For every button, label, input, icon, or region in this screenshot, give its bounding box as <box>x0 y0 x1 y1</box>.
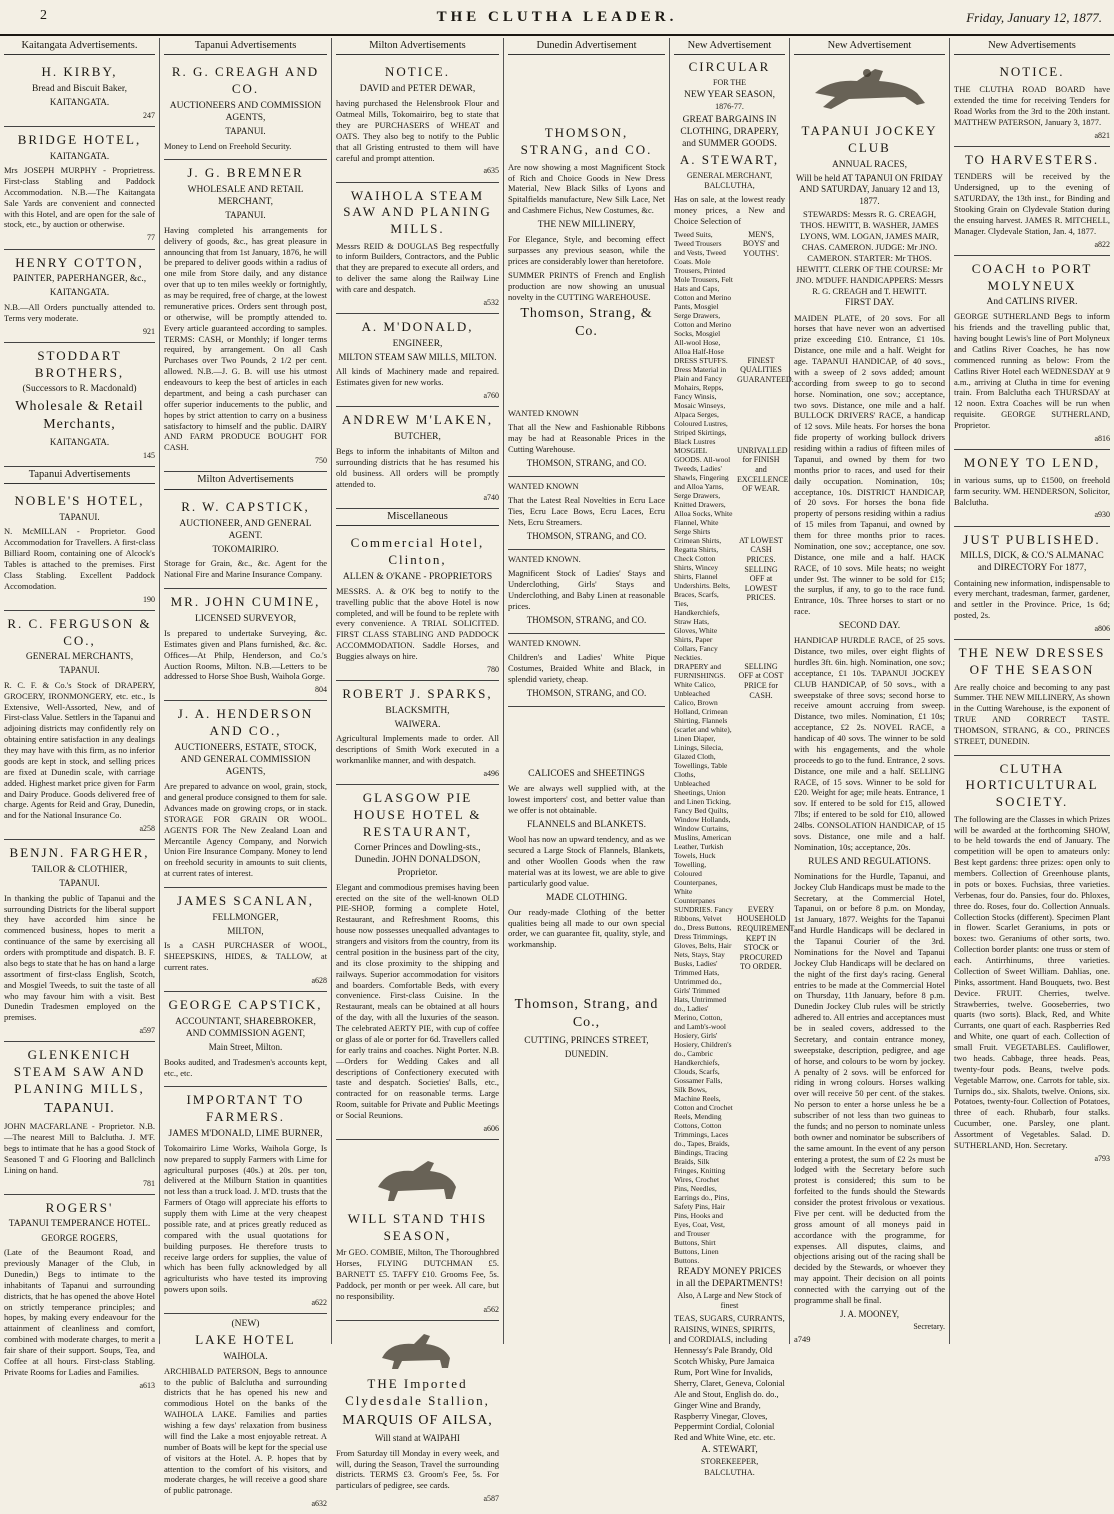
ad-dewar <box>336 59 499 182</box>
ad-subtitle: BUTCHER, <box>394 432 441 443</box>
second-day-races: HANDICAP HURDLE RACE, of 25 sovs. Distance, two miles, over eight flights of hurdles 3ft. 6in. high. Nomination, one sov.; acceptance, £1 10s. TAPANUI JOCKEY CLUB HANDICAP, of 50 sovs., with a sweepstake of three sovs; second horse to receive amount accruing from sweep. Distance, two miles. Nomination, £1 10s; acceptance, £2 2s. NOVEL RACE, a handicap of 40 sovs. The winner to be sold with his engagements, and the whole proceeds to go to the fund. Entrance, 2 sovs. Distance, one mile and a half. SELLING RACE, of 15 sovs. Winner to be sold for £20. Weight for age; mile heats. Entrance, 1 sov. If entered to be sold for £15, allowed 7lbs; if entered to be sold for £10, allowed 24lbs. CONSOLATION HANDICAP, of 15 sovs. Distance, one mile and a half. Nomination, 10s; acceptance, 20s. <box>794 635 945 852</box>
storekeeper-place: BALCLUTHA. <box>704 1467 755 1477</box>
ad-place: MILTON STEAM SAW MILLS, MILTON. <box>338 351 497 362</box>
goods-list: DRESS STUFFS. Dress Material in Plain and Fancy Mohairs, Repps, Fancy Winsis, Mosaic Winseys, Alpaca Serges, Coloured Lustres, Striped Skirtings, Black Lustres <box>674 355 728 446</box>
ad-title: BENJN. FARGHER, <box>9 845 150 861</box>
ad-title: WAIHOLA STEAM SAW AND PLANING MILLS. <box>343 187 492 236</box>
ad-coach <box>954 256 1110 450</box>
ad-subtitle: ALLEN & O'KANE - PROPRIETORS <box>342 571 493 582</box>
ad-place: KAITANGATA. <box>49 287 110 298</box>
ad-code: a622 <box>311 1298 327 1308</box>
goods-section-4 <box>674 536 785 662</box>
made-clothing-text: Our ready-made Clothing of the better qualities being all made to our own special order, we can guarantee fit, quality, style, and workmanship. <box>508 906 665 950</box>
ad-code: a628 <box>311 976 327 985</box>
wanted-sign: THOMSON, STRANG, and CO. <box>526 530 647 541</box>
wanted-sign: THOMSON, STRANG, and CO. <box>526 687 647 698</box>
ad-title: ANDREW M'LAKEN, <box>341 412 494 428</box>
ad-henderson <box>164 701 327 888</box>
ad-body: Having completed his arrangements for delivery of goods, &c., has great pleasure in announcing that from 1st January, 1876, he will be prepared to deliver goods within a radius of one mile from Store daily, and any distance over that up to ten miles weekly or fortnightly, as may be required, free of charge, at the lowest remunerative prices. Orders sent through post, or otherwise, will be promptly attended to. Every article guaranteed according to samples. TERMS: CASH, or Monthly; if longer terms required, by arrangement. On all Cash Purchases over Two Pounds, 2 1/2 per cent. allowed. N.B.—J. G. B. will use his utmost endeavours to keep the best of articles in each department, and being a cash purchaser can offer superior inducements to the public, and hopes by strict attention to carry on a business satisfactory to himself and the public. DAIRY AND FARM PRODUCE BOUGHT FOR CASH. <box>164 224 327 453</box>
masthead <box>0 0 1114 36</box>
goods-note: MEN'S, BOYS' and YOUTHS'. <box>742 229 780 259</box>
ad-place: TAPANUI. <box>225 210 266 221</box>
ad-title: ROGERS' <box>45 1199 114 1215</box>
horse-icon <box>358 1147 478 1207</box>
ad-code: a258 <box>139 824 155 834</box>
ad-code: a760 <box>483 391 499 401</box>
goods-section-6 <box>674 904 795 1265</box>
ad-body: Is a CASH PURCHASER of WOOL, SHEEPSKINS, HIDES, & TALLOW, at current rates. <box>164 940 327 973</box>
ad-subtitle: (NEW) <box>231 1319 260 1330</box>
ad-subtitle: (Successors to R. Macdonald) <box>22 384 137 395</box>
ad-body: Are really choice and becoming to any past Summer. THE NEW MILLINERY, As shown in the Cutting Warehouse, is the exponent of TRUE AND CORRECT TASTE. THOMSON, STRANG, & CO., PRINCES STREET, DUNEDIN. <box>954 681 1110 746</box>
ad-body: Are prepared to advance on wool, grain, stock, and general produce consigned to them for sale. Advances made on growing crops, or in stack. STORAGE FOR GRAIN OR WOOL. AGENTS FOR The New Zealand Loan and Mercantile Agency Company, and Norwich Union Fire Insurance Company. Money to lend on freehold security in amounts to suit clients, at current rates of interest. <box>164 781 327 879</box>
wanted-known-3 <box>508 550 665 634</box>
column-header: Kaitangata Advertisements. <box>4 38 155 55</box>
ad-code: 781 <box>143 1178 155 1188</box>
ad-stoddart <box>4 343 155 467</box>
ad-place: TAPANUI. <box>59 878 100 889</box>
ad-commercial-hotel <box>336 530 499 681</box>
merchant-name: A. STEWART, <box>679 152 780 168</box>
secretary-role: Secretary. <box>913 1322 945 1332</box>
rules-heading: RULES AND REGULATIONS. <box>808 856 931 867</box>
ad-title: NOTICE. <box>385 64 450 80</box>
ad-code: a806 <box>1094 624 1110 634</box>
ad-title: WILL STAND THIS SEASON, <box>347 1211 488 1243</box>
ad-title: JAMES SCANLAN, <box>176 893 315 909</box>
ad-subtitle: And CATLINS RIVER. <box>986 297 1078 308</box>
ad-body: Tokomairiro Lime Works, Waihola Gorge, Is now prepared to supply Farmers with Lime for agricultural purposes (40s.) at 20s. per ton, delivered at the Milburn Station in quantities not less than a truck load. J. M'D. trusts that the Farmers of Otago will appreciate his efforts to supply them with Lime at the very cheapest possible rate, and at prices greatly reduced as compared with the usual quotations for building purposes. He therefore trusts to receive large orders for supplies, the value of which has been fully acknowledged by all agriculturists who have tested its improving powers upon soils. <box>164 1142 327 1295</box>
storekeeper-role: STOREKEEPER, <box>700 1457 759 1467</box>
ad-body: N.B.—All Orders punctually attended to. Terms very moderate. <box>4 301 155 323</box>
ad-code: 145 <box>143 450 155 460</box>
column-header: New Advertisement <box>674 38 785 55</box>
ad-nobles-hotel <box>4 488 155 611</box>
ad-code: 247 <box>143 110 155 120</box>
made-clothing-heading: MADE CLOTHING. <box>545 892 628 903</box>
column-header: Dunedin Advertisement <box>508 38 665 55</box>
section-header: Tapanui Advertisements <box>4 467 155 484</box>
ad-code: a635 <box>483 166 499 176</box>
ad-title: THOMSON, STRANG, and CO. <box>520 125 653 158</box>
section-header: Milton Advertisements <box>164 472 327 489</box>
ad-title: THE NEW DRESSES OF THE SEASON <box>958 645 1106 677</box>
second-day-heading: SECOND DAY. <box>838 621 901 632</box>
column-milton-misc <box>332 38 504 1504</box>
ad-body: (Late of the Beaumont Road, and previously Manager of the Club, in Dunedin,) Begs to intimate to the inhabitants of Tapanui and surrounding districts, that he has opened the above Hotel on strictly temperance principles; and hopes, by making every endeavour for the attainment of cleanliness and comfort, combined with moderate charges, to merit a fair share of their support. Soups, Tea, and Coffee at all hours. First-class Stabling. Private Rooms for Ladies and Families. <box>4 1247 155 1377</box>
goods-list: SUNDRIES. Fancy Ribbons, Velvet do., Dress Buttons, Dress Trimmings, Gloves, Belts, Hair Nets, Stays, Stay Busks, Ladies' Trimmed Hats, Untrimmed do., Girls' Trimmed Hats, Untrimmed do., Ladies' Merino, Cotton, and Lamb's-wool Hosiery, Girls' Hosiery, Children's do., Cambric Handkerchiefs, Clouds, Scarfs, Gossamer Falls, Silk Bows, Machine Reels, Cotton and Crochet Reels, Mending Cottons, Cotton Trimmings, Laces do., Tapes, Braids, Bindings, Tracing Braids, Silk Fringes, Knitting Wires, Crochet Pins, Needles, Earrings do., Pins, Safety Pins, Hair Pins, Hooks and Eyes, Coat, Vest, and Trouser Buttons, Shirt Buttons, Linen Buttons. <box>674 904 733 1265</box>
ad-body: THE CLUTHA ROAD BOARD have extended the time for receiving Tenders for Road Works from the 3rd to the 20th instant. MATTHEW PATERSON, January 3, 1877. <box>954 84 1110 127</box>
ad-body: Mr GEO. COMBIE, Milton, The Thoroughbred Horses, FLYING DUTCHMAN £5. BARNETT £5. TAFFY £10. Grooms Fee, 5s. Paddock, per month or per week. All care, but no responsibility. <box>336 1247 499 1301</box>
ad-title: LAKE HOTEL <box>195 1332 296 1348</box>
ad-subtitle: FELLMONGER, <box>212 912 279 923</box>
wanted-heading: WANTED KNOWN. <box>508 638 581 649</box>
page-number: 2 <box>40 8 47 23</box>
ad-body: Messrs REID & DOUGLAS Beg respectfully to inform Builders, Contractors, and the Public that they are prepared to execute all orders, and to deliver the same along the Railway Line with care and despatch. <box>336 240 499 295</box>
ad-title: IMPORTANT TO FARMERS. <box>186 1092 305 1125</box>
ad-title: THE Imported Clydesdale Stallion, <box>345 1376 490 1408</box>
ad-title: MONEY TO LEND, <box>963 455 1101 471</box>
wanted-body: That all the New and Fashionable Ribbons may be had at Reasonable Prices in the Cutting Warehouse. <box>508 422 665 454</box>
ad-body: Begs to inform the inhabitants of Milton and surrounding districts that he has resumed his old business. All orders will be promptly attended to. <box>336 446 499 489</box>
ad-place: TAPANUI. <box>44 1101 115 1117</box>
ad-subtitle: Corner Princes and Dowling-sts., Dunedin. JOHN DONALDSON, Proprietor. <box>354 843 481 878</box>
ad-title: TO HARVESTERS. <box>964 151 1100 167</box>
ad-horticultural-society <box>954 756 1110 1169</box>
ad-harvesters <box>954 147 1110 256</box>
wanted-body: Children's and Ladies' White Pique Costumes, Braided White and Black, in splendid variety, cheap. <box>508 652 665 684</box>
ready-money: READY MONEY PRICES in all the DEPARTMENTS! <box>676 1266 783 1290</box>
ad-title: JUST PUBLISHED. <box>963 531 1101 547</box>
ad-rogers <box>4 1195 155 1396</box>
ad-title: BRIDGE HOTEL, <box>17 131 142 147</box>
ad-body: From Saturday till Monday in every week, and will, during the Season, Travel the surrounding districts. TERMS £3. Groom's Fee, 5s. For particulars of pedigree, see cards. <box>336 1447 499 1491</box>
ad-code: a587 <box>483 1494 499 1504</box>
ad-almanac <box>954 527 1110 641</box>
also-line: Also, A Large and New Stock of finest <box>677 1291 782 1311</box>
ad-body: In thanking the public of Tapanui and the surrounding Districts for the liberal support they have accorded him since he commenced business, hopes to merit a continuance of the same by exercising all orders with promptitude and dispatch. B. F. also begs to state that he has on hand a large assortment of first-class English, Scotch, and Mosgiel Tweeds, to suit the taste of all who may favour him with a visit. Best Dunedin Tradesmen employed on the premises. <box>4 892 155 1023</box>
ad-code: 780 <box>487 664 499 674</box>
ad-body: Agricultural Implements made to order. All descriptions of Smith Work executed in a workmanlike manner, and with despatch. <box>336 733 499 766</box>
footer-city: DUNEDIN. <box>564 1049 609 1060</box>
prints-text: SUMMER PRINTS of French and English production are now showing an unusual novelty in the CUTTING WAREHOUSE. <box>508 269 665 302</box>
ad-title: MR. JOHN CUMINE, <box>170 594 321 610</box>
ad-body: TENDERS will be received by the Undersigned, up to the evening of SATURDAY, the 13th inst., for Binding and Stooking Grain on Clydevale Station during the ensuing harvest. JAMES R. MITCHELL, Manager. Clydevale Station, Jan. 4, 1877. <box>954 171 1110 236</box>
ad-title: R. C. FERGUSON & CO., <box>7 615 152 648</box>
ad-title: NOBLE'S HOTEL, <box>14 493 145 509</box>
ad-subtitle: AUCTIONEER, AND GENERAL AGENT. <box>179 518 312 541</box>
ad-kirby <box>4 59 155 127</box>
ad-place: WAIWERA. <box>394 718 441 729</box>
goods-list: MOSGIEL GOODS. All-wool Tweeds, Ladies' Shawls, Fingering and Alloa Yarns, Serge Drawers, Knitted Drawers, Alloa Socks, White Flannel, White Serge Shirts <box>674 445 733 536</box>
spacer <box>508 344 665 404</box>
ad-body: having purchased the Helensbrook Flour and Oatmeal Mills, Tokomairiro, beg to state that they are PURCHASERS of WHEAT and OATS. They also beg to notify to the Public that all Gristing entrusted to them will have careful and prompt attention. <box>336 98 499 163</box>
flannels-text: Wool has now an upward tendency, and as we secured a Large Stock of Flannels, Blankets, and other Woollen Goods when the raw material was at its lowest, we are able to give particularly good value. <box>508 834 665 888</box>
ad-body: Books audited, and Tradesmen's accounts kept, etc., etc. <box>164 1056 327 1078</box>
ad-body: MESSRS. A. & O'K beg to notify to the travelling public that the above Hotel is now completed, and will be found to be replete with every convenience. A TRIAL SOLICITED. FIRST CLASS STABLING AND PADDOCK ACCOMMODATION. Saddle Horses, and Buggies always on hire. <box>336 585 499 662</box>
ad-code: a606 <box>483 1123 499 1133</box>
ad-code: 77 <box>147 233 155 243</box>
wanted-sign: THOMSON, STRANG, and CO. <box>526 457 647 468</box>
secretary-name: J. A. MOONEY, <box>839 1308 900 1319</box>
ad-code: a816 <box>1094 433 1110 443</box>
section-header: Miscellaneous <box>336 509 499 526</box>
circular-season: NEW YEAR SEASON, <box>683 90 776 101</box>
ad-fargher <box>4 840 155 1042</box>
ad-subtitle: MARQUIS OF AILSA, <box>342 1413 493 1429</box>
ad-body: GEORGE SUTHERLAND Begs to inform his friends and the travelling public that, having bought Lewis's line of Port Molyneux and Catlins River Coaches, he has now commenced running as below: From the Catlins River Hotel each WEDNESDAY at 9 a.m., arriving at Clutha in time for evening train. From Balclutha each THURSDAY at 12 noon. Extra Coaches will be run when requisite. GEORGE SUTHERLAND, Proprietor. <box>954 311 1110 431</box>
ad-title: COACH to PORT MOLYNEUX <box>971 260 1093 293</box>
held-at: Will be held AT TAPANUI ON FRIDAY AND SATURDAY, January 12 and 13, 1877. <box>796 172 943 206</box>
ad-title: GEORGE CAPSTICK, <box>168 997 323 1013</box>
ad-scanlan <box>164 888 327 992</box>
ad-code: a597 <box>139 1026 155 1036</box>
ad-place: MILTON, <box>227 925 264 936</box>
wanted-known-2 <box>508 477 665 550</box>
goods-note: FINEST QUALITIES GUARANTEED. <box>737 355 794 385</box>
goods-section-2 <box>674 355 794 446</box>
goods-section-1 <box>674 230 785 356</box>
ad-creagh <box>164 59 327 160</box>
ad-subtitle: MILLS, DICK, & CO.'S ALMANAC and DIRECTORY For 1877, <box>960 551 1104 574</box>
circular-title: CIRCULAR <box>688 59 771 75</box>
ad-body: Money to Lend on Freehold Security. <box>164 140 292 151</box>
ad-code: a496 <box>483 769 499 779</box>
ad-code: a930 <box>1094 510 1110 520</box>
goods-list: Tweed Suits, Tweed Trousers and Vests, Tweed Coats. Mole Trousers, Printed Mole Trousers, Felt Hats and Caps, Cotton and Merino Pants, Mosgiel Serge Drawers, Cotton and Merino Socks, Mosgiel All-wool Hose, Alloa Half-Hose <box>674 229 733 356</box>
ad-title: J. G. BREMNER <box>187 165 304 181</box>
ad-body: All kinds of Machinery made and repaired. Estimates given for new works. <box>336 366 499 388</box>
ad-lime-burner <box>164 1087 327 1314</box>
ad-glenkenich <box>4 1042 155 1194</box>
ad-subtitle: TAILOR & CLOTHIER, <box>31 865 128 876</box>
ad-body: Elegant and commodious premises having been erected on the site of the well-known OLD PIE-SHOP, forming a complete Hotel, Restaurant, and Refreshment Rooms, this house now possesses unequalled advantages to strangers and visitors from the country, from its central position in the business part of the city, and its close proximity to the shipping and railways. Superior accommodation for visitors and boarders. Comfortable Beds, with every convenience. First-class Cuisine. In the Restaurant, meals can be obtained at all hours of the day, with all the luxuries of the season. The celebrated AERTY PIE, with cup of coffee or glass of ale or porter for 6d. Travellers called for early trains and coaches. Night Porter. N.B.—Orders for Wedding Cakes and all descriptions of Confectionery executed with taste and despatch. Societies' Balls, etc., contracted for on reasonable terms. Large Room, suitable for Private and Public Meetings or Social Reunions. <box>336 881 499 1121</box>
goods-list: Crimean Shirts, Regatta Shirts, Check Cotton Shirts, Wincey Shirts, Flannel Undershirts. Belts, Braces, Scarfs, Ties, Handkerchiefs, Straw Hats, Gloves, White Shirts, Paper Collars, Fancy Neckties. <box>674 535 731 662</box>
ad-title: H. KIRBY, <box>41 64 118 80</box>
calicoes-heading: CALICOES and SHEETINGS <box>528 769 645 780</box>
ad-place: KAITANGATA. <box>49 97 110 108</box>
ad-body: Storage for Grain, &c., &c. Agent for the National Fire and Marine Insurance Company. <box>164 558 327 580</box>
ad-subtitle: ACCOUNTANT, SHAREBROKER, AND COMMISSION AGENT, <box>175 1016 316 1040</box>
ad-code: 750 <box>315 456 327 466</box>
column-header: Tapanui Advertisements <box>164 38 327 55</box>
groceries-list: TEAS, SUGARS, CURRANTS, RAISINS, WINES, SPIRITS, and CORDIALS, including Hennessy's Pale Brandy, Old Scotch Whisky, Pure Jamaica Rum, Port Wine for Invalids, Sherry, Claret, Geneva, Colonial Ale and Stout, English do. do., Ginger Wine and Brandy, Raspberry Vinegar, Cloves, Peppermint Cordial, Colonial Red and White Wine, etc. etc. <box>674 1312 785 1443</box>
column-header: New Advertisement <box>794 38 945 55</box>
ad-signature: Thomson, Strang, & Co. <box>520 306 653 340</box>
rules-text: Nominations for the Hurdle, Tapanui, and Jockey Club Handicaps must be made to the Secretary, at the Commercial Hotel, Tapanui, on or before 8 p.m. on Monday, 1st January, 1877. Weights for the Tapanui and Hurdle Handicaps will be declared in the Tapanui Courier of the 3rd. Nominations for the Novel and Tapanui Jockey Club Handicaps will be declared on the night of the first day's racing. General entries to be made at the Commercial Hotel on Thursday, 11th January, before 8 p.m. Dunedin Jockey Club rules will be strictly adhered to. All entries and acceptances must be in sealed covers, addressed to the Secretary, and contain entrance money, sweepstake, description, pedigree, and age of horse, and colours to be worn by jockey. A penalty of 2 sovs. will be enforced for riding in wrong colours. Horses walking over will receive 50 per cent. of the stakes. No person to enter a horse unless he be a subscriber of not less than two guineas to the funds; and no person to nominate unless both owner and nominator be subscribers of the same amount. In the event of any person entering a protest, the sum of £2 2s must be lodged with the Secretary before such protest is considered; this sum to be forfeited to the funds should the Stewards consider the protest frivolous or vexatious. Five per cent. will be deducted from the gross amount of all moneys paid in accordance with the programme, for expenses. All disputes, claims, and objections arising out of the racing shall be decided by the Stewards, or whoever they may appoint. Their decision on all points connected with the carrying out of the programme shall be final. <box>794 870 945 1305</box>
ad-title: HENRY COTTON, <box>15 254 144 270</box>
ad-subtitle: DAVID and PETER DEWAR, <box>359 84 476 95</box>
goods-note: SELLING OFF at COST PRICE for CASH. <box>738 661 784 700</box>
ad-body: Mrs JOSEPH MURPHY - Proprietress. First-class Stabling and Paddock Accommodation. N.B.—The Kaitangata Sale Yards are convenient and connected with this Hotel, and are open for the sale of stock, etc., by auction or otherwise. <box>4 165 155 230</box>
ad-subtitle: WHOLESALE AND RETAIL MERCHANT, <box>187 185 304 208</box>
ad-george-capstick <box>164 992 327 1087</box>
ad-new-dresses <box>954 640 1110 756</box>
ad-code: a749 <box>794 1333 811 1344</box>
column-kaitangata <box>0 38 160 1390</box>
ad-code: 804 <box>315 685 327 695</box>
ad-subtitle: JAMES M'DONALD, LIME BURNER, <box>168 1128 323 1139</box>
ad-place: TOKOMAIRIRO. <box>212 543 279 554</box>
spacer <box>508 707 665 767</box>
ad-code: 921 <box>143 326 155 336</box>
issue-date: Friday, January 12, 1877. <box>966 10 1102 25</box>
ad-lake-hotel <box>164 1314 327 1514</box>
ad-road-board <box>954 59 1110 146</box>
wanted-known-1 <box>508 404 665 477</box>
ad-subtitle: LICENSED SURVEYOR, <box>194 613 297 624</box>
ad-place: Will stand at WAIPAHI <box>375 1433 460 1444</box>
ad-title: R. W. CAPSTICK, <box>181 498 310 514</box>
ad-ferguson <box>4 611 155 841</box>
ad-capstick-auctioneer <box>164 494 327 589</box>
ad-body: JOHN MACFARLANE - Proprietor. N.B.—The nearest Mill to Balclutha. J. M'F. begs to intimate that he has a good Stock of Seasoned T and G Flooring and Ballclinch Lining on hand. <box>4 1121 155 1175</box>
ad-body: Is prepared to undertake Surveying, &c. Estimates given and Plans furnished, &c. &c. Offices—At Philp, Henderson, and Co.'s Auction Rooms, Milton. N.B.—Letters to be addressed to Horse Shoe Bush, Waihola Gorge. <box>164 627 327 682</box>
ad-code: a822 <box>1094 239 1110 249</box>
ad-subtitle: TAPANUI TEMPERANCE HOTEL. <box>8 1219 151 1230</box>
ad-code: a632 <box>311 1499 327 1509</box>
goods-note: UNRIVALLED for FINISH and EXCELLENCE OF WEAR. <box>737 445 789 494</box>
ad-money-to-lend <box>954 450 1110 526</box>
ad-mdonald-engineer <box>336 314 499 407</box>
ad-body: Containing new information, indispensable to every merchant, tradesman, farmer, gardener, and settler in the Province. Price, 1s 6d; posted, 2s. <box>954 577 1110 621</box>
ad-subtitle: ENGINEER, <box>392 338 443 349</box>
storekeeper-name: A. STEWART, <box>701 1445 758 1456</box>
ad-stallions <box>336 1140 499 1321</box>
racehorse-icon <box>805 59 935 119</box>
merchant-role: GENERAL MERCHANT, <box>686 170 773 180</box>
ad-code: a613 <box>139 1380 155 1390</box>
wanted-heading: WANTED KNOWN <box>508 481 579 492</box>
goods-section-5 <box>674 662 785 905</box>
column-jockey-club <box>790 38 950 1344</box>
club-sub: ANNUAL RACES, <box>831 159 908 170</box>
ad-headline: Wholesale & Retail Merchants, <box>15 399 144 433</box>
ad-clydesdale <box>336 1321 499 1509</box>
millinery-text: For Elegance, Style, and becoming effect surpasses any previous season, while the prices are considerably lower than heretofore. <box>508 234 665 266</box>
ad-sparks <box>336 681 499 785</box>
wanted-sign: THOMSON, STRANG, and CO. <box>526 614 647 625</box>
ad-code: a740 <box>483 492 499 502</box>
ad-place: TAPANUI. <box>225 126 266 136</box>
wanted-known-4 <box>508 634 665 707</box>
ad-bremner <box>164 160 327 472</box>
ad-place: KAITANGATA. <box>49 437 110 448</box>
club-title: TAPANUI JOCKEY CLUB <box>801 123 938 156</box>
great-bargains: GREAT BARGAINS IN CLOTHING, DRAPERY, and SUMMER GOODS. <box>680 114 779 149</box>
ad-title: Commercial Hotel, Clinton, <box>350 535 485 568</box>
spacer <box>508 953 665 993</box>
ad-code: a793 <box>1094 1153 1110 1163</box>
ad-title: CLUTHA HORTICULTURAL SOCIETY. <box>965 760 1099 810</box>
ad-place: Main Street, Milton. <box>208 1042 283 1053</box>
ad-place: TAPANUI. <box>59 665 100 676</box>
ad-mlaken <box>336 407 499 509</box>
goods-note: AT LOWEST CASH PRICES. SELLING OFF at LOWEST PRICES. <box>738 535 784 603</box>
stallion-icon <box>368 1328 468 1372</box>
goods-note: EVERY HOUSEHOLD REQUIREMENT KEPT IN STOCK or PROCURED TO ORDER. <box>737 904 795 972</box>
ad-place: KAITANGATA. <box>49 150 110 161</box>
ad-code: a532 <box>483 297 499 307</box>
column-header: New Advertisements <box>954 38 1110 55</box>
ad-bridge-hotel <box>4 127 155 250</box>
column-header: Milton Advertisements <box>336 38 499 55</box>
ad-place: GEORGE ROGERS, <box>41 1232 118 1243</box>
goods-list: DRAPERY and FURNISHINGS. White Calico, Unbleached Calico, Brown Holland, Crimean Shirting, Flannels (scarlet and white), Linen Diaper, Linings, Silecia, Glazed Cloth, Towellings, Table Cloths, Unbleached Sheetings, Union and Linen Ticking, Fancy Bed Quilts, Window Hollands, Window Curtains, Muslins, American Leather, Turkish Towels, Huck Towelling, Coloured Counterpanes, White Counterpanes <box>674 661 732 905</box>
ad-subtitle: AUCTIONEERS AND COMMISSION AGENTS, <box>169 100 322 123</box>
ad-subtitle: GENERAL MERCHANTS, <box>25 652 134 663</box>
calicoes-text: We are always well supplied with, at the lowest importers' cost, and better value than we offer is not obtainable. <box>508 783 665 816</box>
ad-body: N. McMILLAN - Proprietor. Good Accommodation for Travellers. A first-class Billiard Room, containing one of Alcock's Tables is attached to the premises. First Class Stabling. Excellent Paddock Accomodation. <box>4 526 155 591</box>
ad-place: WAIHOLA. <box>223 1351 268 1362</box>
wanted-heading: WANTED KNOWN <box>508 408 579 419</box>
circular-sub: FOR THE <box>713 78 746 88</box>
newspaper-title: THE CLUTHA LEADER. <box>436 9 678 25</box>
ad-title: GLENKENICH STEAM SAW AND PLANING MILLS, <box>13 1047 146 1096</box>
ad-title: STODDART BROTHERS, <box>34 347 125 380</box>
wanted-heading: WANTED KNOWN. <box>508 554 581 565</box>
wanted-body: That the Latest Real Novelties in Ecru Lace Ties, Ecru Lace Bows, Ecru Laces, Ecru Nets, Ecru Streamers. <box>508 495 665 527</box>
footer-address: CUTTING, PRINCES STREET, <box>524 1036 649 1046</box>
ad-title: ROBERT J. SPARKS, <box>342 686 493 702</box>
column-dunedin <box>504 38 670 1344</box>
ad-title: A. M'DONALD, <box>361 319 474 335</box>
ad-waihola-mills <box>336 183 499 314</box>
ad-body: ARCHIBALD PATERSON, Begs to announce to the public of Balclutha and surrounding districts that he has opened his new and commodious Hotel on the banks of the WAIHOLA LAKE. Families and parties wishing a few days' relaxation from business will find the Lake a most enjoyable retreat. A number of Boats will be kept for the special use of visitors at the Hotel. A. P. hopes that by attention to the comfort of his visitors, and moderate charges, he will receive a good share of public patronage. <box>164 1365 327 1496</box>
wanted-body: Magnificent Stock of Ladies' Stays and Underclothing, Girls' Stays and Underclothing, and Baby Linen at reasonable prices. <box>508 568 665 611</box>
ad-title: GLASGOW PIE HOUSE HOTEL & RESTAURANT, <box>353 790 482 839</box>
officials: STEWARDS: Messrs R. G. CREAGH, THOS. HEWITT, B. WASHER, JAMES LYONS, WM. LOGAN, JAMES MAIR, CHAS. CAMERON. JUDGE: Mr JNO. CAMERON. STARTER: Mr THOS. HEWITT. CLERK OF THE COURSE: Mr JNO. M'DUFF. HANDICAPPERS: Messrs R. G. CREAGH and T. HEWITT. <box>795 209 944 296</box>
ad-subtitle: AUCTIONEERS, ESTATE, STOCK, AND GENERAL COMMISSION AGENTS, <box>174 742 317 778</box>
ad-subtitle: BLACKSMITH, <box>385 705 450 716</box>
column-tapanui-milton <box>160 38 332 1509</box>
ad-place: TAPANUI. <box>59 511 100 522</box>
millinery-heading: THE NEW MILLINERY, <box>537 220 636 231</box>
ad-intro: Are now showing a most Magnificent Stock of Rich and Choice Goods in New Dress Material, New Black Silks of Lyons and Spitalfields manufacture, New Silk Lace, Net and Cashmere Fichus, New Costumes, &c. <box>508 161 665 216</box>
column-circular <box>670 38 795 1477</box>
ad-subtitle: Bread and Biscuit Baker, <box>31 84 128 95</box>
footer-signature: Thomson, Strang, and Co., <box>514 997 659 1031</box>
ad-body: R. C. F. & Co.'s Stock of DRAPERY, GROCERY, IRONMONGERY, etc. etc., Is Extensive, Well-Assorted, New, and of First-class Value. Settlers in the Tapanui and adjoining districts may confidently rely on obtaining entire satisfaction in any dealings they may have with this firm, as no inferior goods are kept in stock, and selling prices are fixed at Dunedin scale, with carriage added. Highest market price given for Farm and Dairy Produce. Goods delivered free of charge. Agents for Reid and Gray, Dunedin, and for the National Insurance Co. <box>4 679 155 821</box>
first-day-heading: FIRST DAY. <box>845 298 894 309</box>
ad-glasgow-pie-house <box>336 785 499 1140</box>
ad-cumine <box>164 589 327 701</box>
merchant-place: BALCLUTHA, <box>704 181 755 191</box>
goods-section-3 <box>674 445 789 536</box>
ad-title: R. G. CREAGH AND CO. <box>171 64 320 97</box>
ad-title: NOTICE. <box>999 64 1065 80</box>
circular-intro: Has on sale, at the lowest ready money prices, a New and Choice Selection of <box>674 194 785 226</box>
ad-code: a562 <box>483 1304 499 1314</box>
ad-subtitle: PAINTER, PAPERHANGER, &c., <box>12 274 147 285</box>
ad-body: The following are the Classes in which Prizes will be awarded at the forthcoming SHOW, to be held towards the end of January. The competition will be open to amateurs only: Best kept gardens: three prizes: open only to members. Collection of Greenhouse plants, in pots or boxes. Fuchsias, three varieties. Verbenas, four do. Pansies, four do. Phloxes, three do. Roses, four do. Collection Annuals. Collection Stocks (different). Specimen Plant in flower. Scarlet Geraniums, in pots or boxes: two. Geraniums of other sorts, two. Collection border plants: one truss or stem of each. Antirrhinums, three varieties. Collection of Sweet William. Dahlias, one. Pinks, assortment. Hand Bouquets, two. Best Device. FRUIT. Cherries, twelve. Strawberries, twelve. Gooseberries, two quarts (two sorts). Black, Red, and White Currants, one quart of each. Raspberries Red and White, one quart of each. Collection of small Fruit. VEGETABLES. Cauliflower, two heads. Cabbage, three heads. Peas, twenty-four pods. Beans, twelve pods. Vegetable Marrow, one. Carrots for table, six. Turnips do., six. Shalots, twelve. Onions, six. Potatoes, twenty-four. Collection of Potatoes, three of each. Rhubarb, four stalks. Cucumber, one. Parsley, one plant. Assortment of Vegetables. Salad. D. SUTHERLAND, Hon. Secretary. <box>954 813 1110 1150</box>
ad-body: in various sums, up to £1500, on freehold farm security. WM. HENDERSON, Solicitor, Balclutha. <box>954 474 1110 507</box>
first-day-races: MAIDEN PLATE, of 20 sovs. For all horses that have never won an advertised prize exceeding £10. Entrance, £1 10s. Distance, one mile and a half. Weight for age. TAPANUI HANDICAP, of 40 sovs., with a sweep of 2 sovs added; amount according from sweep to go to second horse. Nomination, one sov.; acceptance, two sovs. Distance, one mile and a half. BULLOCK DRIVERS' RACE, a handicap of 12 sovs. Mile heats. For horses the bona fide property of working bullock drivers residing within a radius of fifteen miles of Tapanui, and owned by them for two months prior to races, and used for their daily occupation. Nomination, 10s; acceptance, 10s. DISTRICT HANDICAP, of 20 sovs. For horses the bona fide property of persons residing within a radius of 15 miles from Tapanui, and owned by them for three months prior to races. Nomination, one sov.; acceptance, one sov. Distance, one mile and a half. HACK RACE, of 10 sovs. Mile heats; no weight under 9st. The winner to be sold for £15; the surplus, if any, to go to the race fund. Entrance, 10s. Three horses to start or no race. <box>794 312 945 617</box>
ad-code: a821 <box>1094 130 1110 140</box>
ad-henry-cotton <box>4 250 155 343</box>
column-new-ads <box>950 38 1114 1344</box>
ad-title: J. A. HENDERSON AND CO., <box>177 706 314 739</box>
ad-code: 190 <box>143 594 155 604</box>
flannels-heading: FLANNELS and BLANKETS. <box>526 820 646 830</box>
circular-years: 1876-77. <box>715 102 744 112</box>
